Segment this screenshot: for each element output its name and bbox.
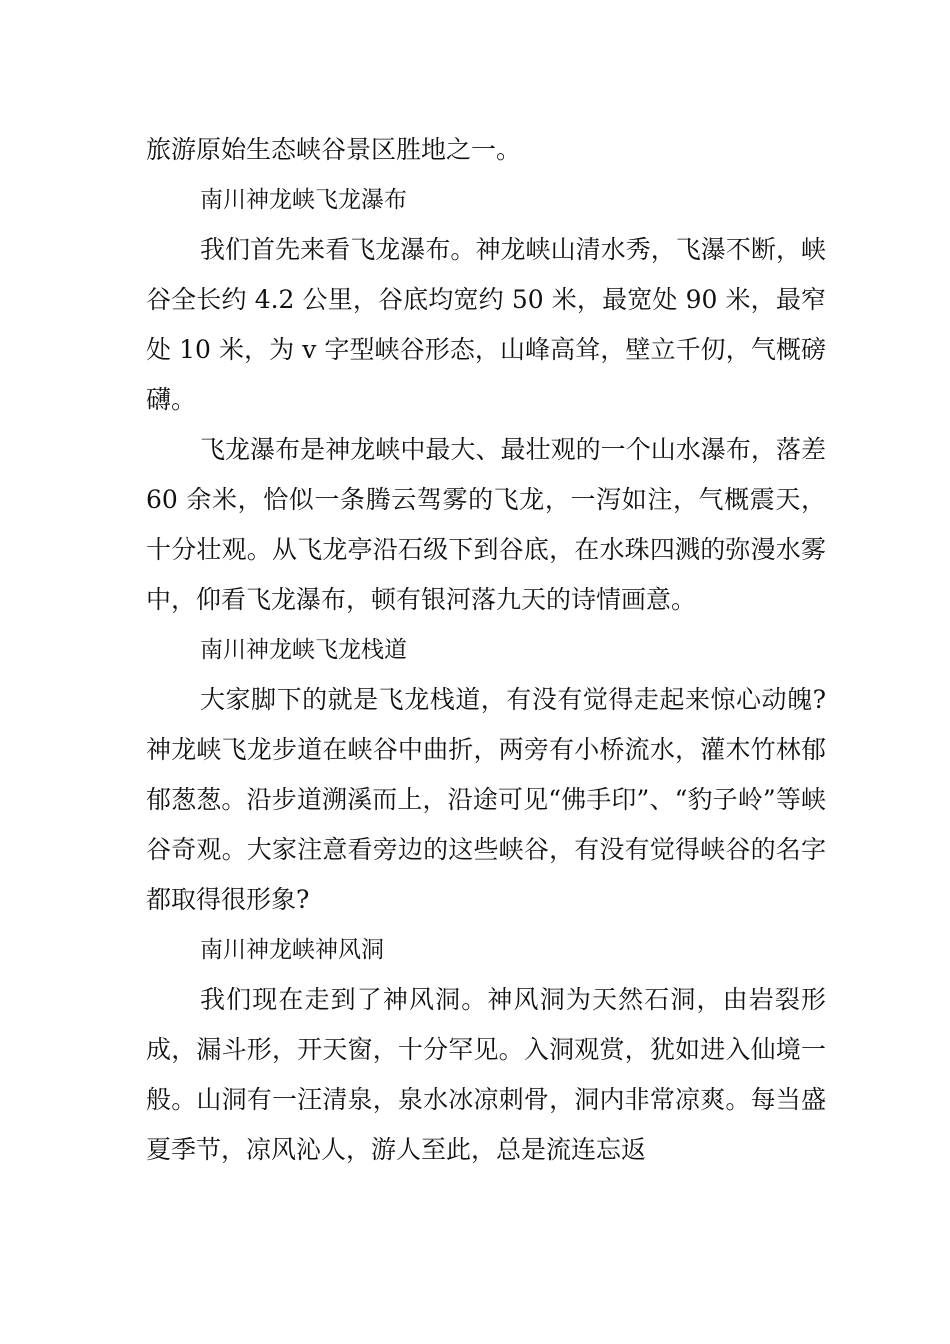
- paragraph-waterfall-overview: 我们首先来看飞龙瀑布。神龙峡山清水秀，飞瀑不断，峡谷全长约 4.2 公里，谷底均宽约 50 米，最宽处 90 米，最窄处 10 米，为 v 字型峡谷形态，山峰高耸，壁立千仞，气概磅礴。: [146, 235, 826, 414]
- section-heading-plank-road: 南川神龙峡飞龙栈道: [200, 637, 407, 663]
- section-heading-waterfall: 南川神龙峡飞龙瀑布: [200, 187, 407, 213]
- document-body: [146, 125, 826, 1175]
- section-heading-wind-cave: 南川神龙峡神风洞: [200, 937, 384, 963]
- paragraph-waterfall-detail: 飞龙瀑布是神龙峡中最大、最壮观的一个山水瀑布，落差 60 余米，恰似一条腾云驾雾的飞龙，一泻如注，气概震天，十分壮观。从飞龙亭沿石级下到谷底，在水珠四溅的弥漫水雾中，仰看飞龙瀑布，顿有银河落九天的诗情画意。: [146, 435, 826, 614]
- paragraph-plank-road: 大家脚下的就是飞龙栈道，有没有觉得走起来惊心动魄?神龙峡飞龙步道在峡谷中曲折，两旁有小桥流水，灌木竹林郁郁葱葱。沿步道溯溪而上，沿途可见“佛手印”、“豹子岭”等峡谷奇观。大家注意看旁边的这些峡谷，有没有觉得峡谷的名字都取得很形象?: [146, 685, 826, 914]
- paragraph-wind-cave: 我们现在走到了神风洞。神风洞为天然石洞，由岩裂形成，漏斗形，开天窗，十分罕见。入洞观赏，犹如进入仙境一般。山洞有一汪清泉，泉水冰凉刺骨，洞内非常凉爽。每当盛夏季节，凉风沁人，游人至此，总是流连忘返: [146, 985, 826, 1164]
- paragraph-intro-tail: 旅游原始生态峡谷景区胜地之一。: [146, 135, 522, 164]
